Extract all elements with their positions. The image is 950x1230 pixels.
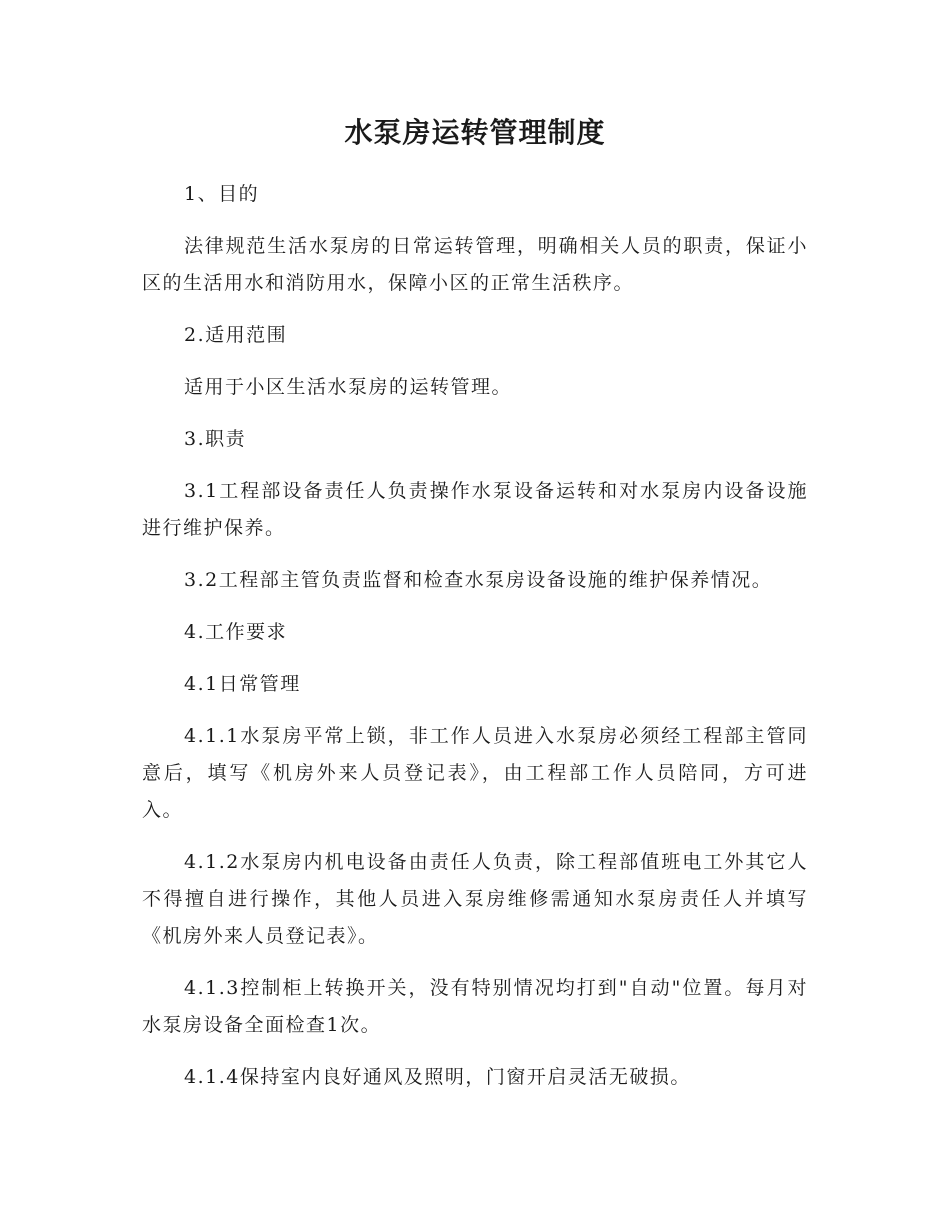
section-heading-requirements: 4.工作要求 [184, 621, 288, 643]
section-heading-scope: 2.适用范围 [184, 324, 288, 346]
paragraph-duty-3-2: 3.2工程部主管负责监督和检查水泵房设备设施的维护保养情况。 [184, 569, 773, 591]
paragraph-purpose: 法律规范生活水泵房的日常运转管理，明确相关人员的职责，保证小区的生活用水和消防用水，保障小区的正常生活秩序。 [142, 235, 808, 294]
paragraph-rule-4-1-3: 4.1.3控制柜上转换开关，没有特别情况均打到"自动"位置。每月对水泵房设备全面检查1次。 [142, 977, 808, 1036]
paragraph-rule-4-1-1: 4.1.1水泵房平常上锁，非工作人员进入水泵房必须经工程部主管同意后，填写《机房外来人员登记表》，由工程部工作人员陪同，方可进入。 [142, 725, 808, 821]
section-heading-purpose: 1、目的 [184, 183, 260, 205]
document-title: 水泵房运转管理制度 [344, 116, 606, 149]
paragraph-duty-3-1: 3.1工程部设备责任人负责操作水泵设备运转和对水泵房内设备设施进行维护保养。 [142, 480, 808, 539]
paragraph-scope: 适用于小区生活水泵房的运转管理。 [184, 376, 513, 398]
paragraph-rule-4-1-4: 4.1.4保持室内良好通风及照明，门窗开启灵活无破损。 [184, 1066, 691, 1088]
document-page [142, 108, 808, 1111]
section-heading-duties: 3.职责 [184, 428, 247, 450]
paragraph-rule-4-1-2: 4.1.2水泵房内机电设备由责任人负责，除工程部值班电工外其它人不得擅自进行操作，其他人员进入泵房维修需通知水泵房责任人并填写《机房外来人员登记表》。 [142, 851, 808, 947]
subsection-heading-daily-management: 4.1日常管理 [184, 673, 301, 695]
